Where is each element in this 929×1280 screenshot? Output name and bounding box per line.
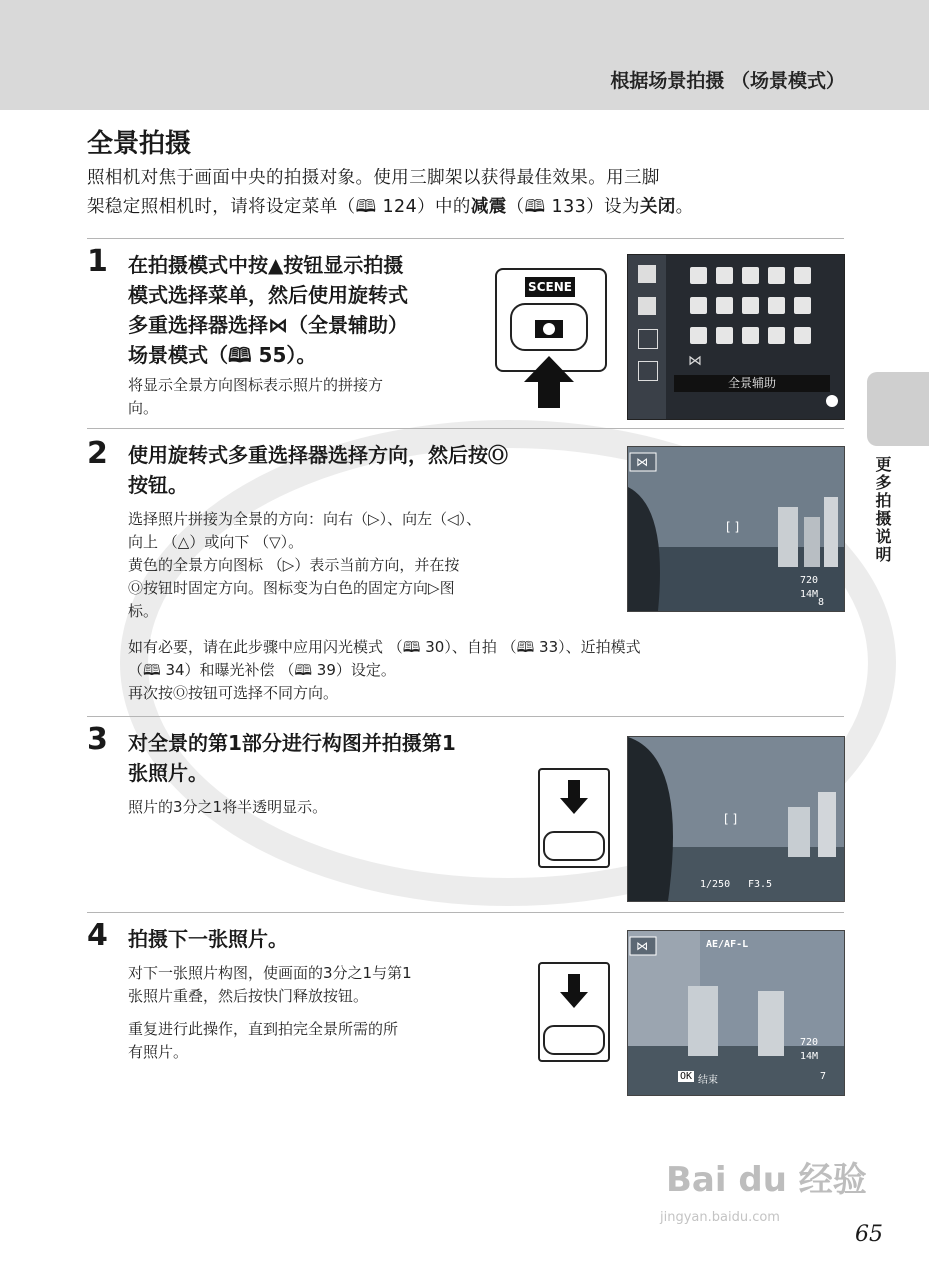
step-4-number: 4 [87, 918, 108, 953]
step-1-body-line: 向。 [128, 399, 159, 417]
step-2-note-part: 34）和曝光补偿 （ [160, 661, 295, 679]
menu-caption: 全景辅助 [674, 375, 830, 392]
step-2-note-part: 39）设定。 [312, 661, 396, 679]
next-shot-screen [627, 930, 845, 1096]
step-4-body-line: 对下一张照片构图，使画面的3分之1与第1 [128, 964, 412, 982]
ok-key-label: OK [680, 1071, 693, 1082]
shutter-press-illustration [538, 768, 610, 868]
camera-icon: ▲ [268, 253, 284, 277]
step-2-title [128, 440, 608, 500]
intro-line-2d: 133）设为 [545, 197, 640, 217]
step-2-body-part: 图 [439, 579, 455, 597]
end-label: 结束 [698, 1075, 718, 1086]
step-3-body: 照片的3分之1将半透明显示。 [128, 798, 328, 816]
first-shot-screen [627, 736, 845, 902]
divider [87, 912, 844, 913]
landscape-icon [742, 267, 759, 284]
shutter-speed: 1/250 [700, 879, 731, 890]
step-1-title [128, 250, 488, 370]
step-2-note-part: 33）、近拍模式 [534, 638, 641, 656]
screen-3-art [628, 737, 844, 901]
step-2-body-part: ）、向左（ [379, 510, 448, 528]
divider [87, 238, 844, 239]
step-3-title [128, 728, 528, 788]
book-icon: 🕮 [402, 638, 421, 656]
night-portrait-icon [794, 267, 811, 284]
setup-icon [638, 361, 658, 381]
step-1-title-part: 多重选择器选择 [128, 313, 268, 337]
step-1-number: 1 [87, 244, 108, 279]
book-icon: 🕮 [516, 638, 535, 656]
dusk-icon [768, 297, 785, 314]
svg-text:⋈: ⋈ [636, 939, 648, 953]
resolution-indicator: 720 [800, 575, 819, 586]
ok-icon: Ⓞ [173, 684, 189, 702]
intro-line-1: 照相机对焦于画面中央的拍摄对象。使用三脚架以获得最佳效果。用三脚 [87, 168, 660, 188]
step-2-title-part: 按钮。 [128, 473, 188, 497]
step-2-note-part: 30）、自拍 （ [420, 638, 517, 656]
step-2-body-part: ）或向下 （ [189, 533, 270, 551]
page-header [0, 0, 929, 110]
step-2-body-part: 黄色的全景方向图标 （ [128, 556, 283, 574]
image-size-indicator: 14M [800, 589, 819, 600]
party-icon [690, 297, 707, 314]
intro-line-2c: （ [506, 197, 525, 217]
header-title: 根据场景拍摄 （场景模式） [610, 70, 845, 92]
book-icon: 🕮 [355, 197, 377, 217]
step-4-body-line: 有照片。 [128, 1043, 189, 1061]
copy-icon [768, 327, 785, 344]
shutter-press-illustration [538, 962, 610, 1062]
menu-sidebar [628, 255, 666, 419]
section-title: 全景拍摄 [87, 129, 192, 159]
step-2-body-part: 选择照片拼接为全景的方向：向右（ [128, 510, 369, 528]
frame-count: 7 [820, 1071, 827, 1082]
press-arrow-icon [524, 356, 574, 408]
step-2-body-part: ）表示当前方向，并在按 [294, 556, 460, 574]
sports-icon [768, 267, 785, 284]
step-2-note-part: 按钮可选择不同方向。 [188, 684, 339, 702]
svg-text:[ ]: [ ] [724, 812, 738, 826]
step-3-title-part: 张照片。 [128, 761, 208, 785]
panorama-direction-screen [627, 446, 845, 612]
svg-text:[ ]: [ ] [726, 520, 740, 534]
svg-text:⋈: ⋈ [636, 455, 648, 469]
step-2-number: 2 [87, 436, 108, 471]
panorama-icon: ⋈ [688, 353, 702, 369]
image-size-indicator: 14M [800, 1051, 819, 1062]
divider [87, 716, 844, 717]
step-1-body-line: 将显示全景方向图标表示照片的拼接方 [128, 376, 384, 394]
step-4-body-line: 张照片重叠，然后按快门释放按钮。 [128, 987, 369, 1005]
side-tab-label: 更多拍摄说明 [873, 456, 892, 564]
step-1-body [128, 374, 488, 420]
fireworks-icon [742, 327, 759, 344]
step-1-title-part: 在拍摄模式中按 [128, 253, 268, 277]
scene-auto-icon [690, 267, 707, 284]
page-number: 65 [855, 1222, 883, 1247]
step-2-note-part: 再次按 [128, 684, 174, 702]
book-icon: 🕮 [228, 343, 252, 367]
step-2-body-part: ）、 [458, 510, 482, 528]
intro-line-2a: 架稳定照相机时，请将设定菜单（ [87, 197, 356, 217]
intro-bold-vr: 减震 [470, 197, 507, 217]
step-1-title-part: 按钮显示拍摄 [283, 253, 404, 277]
ae-af-lock: AE/AF-L [706, 939, 749, 950]
step-2-note [128, 636, 888, 705]
step-1-title-part: 场景模式（ [128, 343, 228, 367]
step-2-title-part: 使用旋转式多重选择器选择方向，然后按 [128, 443, 488, 467]
shutter-press-art [540, 770, 608, 866]
scene-menu-screen [627, 254, 845, 420]
resolution-indicator: 720 [800, 1037, 819, 1048]
side-tab [867, 372, 929, 446]
step-2-body-part: 按钮时固定方向。图标变为白色的固定方向 [143, 579, 429, 597]
book-icon: 🕮 [294, 661, 313, 679]
sunset-icon [742, 297, 759, 314]
book-icon: 🕮 [143, 661, 161, 679]
screen-4-art [628, 931, 844, 1095]
screen-2-art [628, 447, 844, 611]
intro-paragraph [87, 164, 847, 222]
step-1-title-part: （全景辅助） [288, 313, 408, 337]
baidu-logo: Bai du 经验 [666, 1160, 867, 1200]
step-1-title-part: 55）。 [251, 343, 317, 367]
scene-icon [638, 297, 656, 315]
shooting-icon [638, 265, 656, 283]
baidu-url: jingyan.baidu.com [660, 1210, 780, 1225]
ok-icon: Ⓞ [488, 443, 508, 467]
book-icon: 🕮 [524, 197, 546, 217]
portrait-icon [716, 267, 733, 284]
step-2-body-part: ）。 [280, 533, 304, 551]
step-4-body-line: 重复进行此操作，直到拍完全景所需的所 [128, 1020, 399, 1038]
aperture: F3.5 [748, 879, 773, 890]
divider [87, 428, 844, 429]
beach-icon [716, 297, 733, 314]
step-4-body [128, 962, 513, 1064]
panorama-icon: ⋈ [268, 313, 288, 337]
intro-line-2b: 124）中的 [376, 197, 471, 217]
museum-icon [716, 327, 733, 344]
step-3-title-part: 对全景的第1部分进行构图并拍摄第1 [128, 731, 456, 755]
night-landscape-icon [794, 297, 811, 314]
ok-icon: Ⓞ [128, 579, 144, 597]
scene-label: SCENE [525, 277, 575, 297]
step-3-number: 3 [87, 722, 108, 757]
frame-count: 8 [818, 597, 825, 608]
step-2-body-part: 向上 （ [128, 533, 178, 551]
smile-icon [638, 329, 658, 349]
shutter-press-art [540, 964, 608, 1060]
step-2-note-part: 如有必要，请在此步骤中应用闪光模式 （ [128, 638, 403, 656]
step-4-title: 拍摄下一张照片。 [128, 927, 288, 951]
help-icon [826, 395, 838, 407]
step-2-body: 选择照片拼接为全景的方向：向右（▷）、向左（◁）、 向上 （△）或向下 （▽）。 黄色的全景方向图标 （▷）表示当前方向，并在按 Ⓞ按钮时固定方向。图标变为白色的固定方向▷图 标。 [128, 510, 482, 620]
food-icon [690, 327, 707, 344]
intro-end: 。 [675, 197, 694, 217]
backlight-icon [794, 327, 811, 344]
step-2-note-part: （ [128, 661, 144, 679]
step-1-title-part: 模式选择菜单，然后使用旋转式 [128, 283, 408, 307]
step-2-body-part: 标。 [128, 602, 159, 620]
intro-bold-off: 关闭 [639, 197, 676, 217]
